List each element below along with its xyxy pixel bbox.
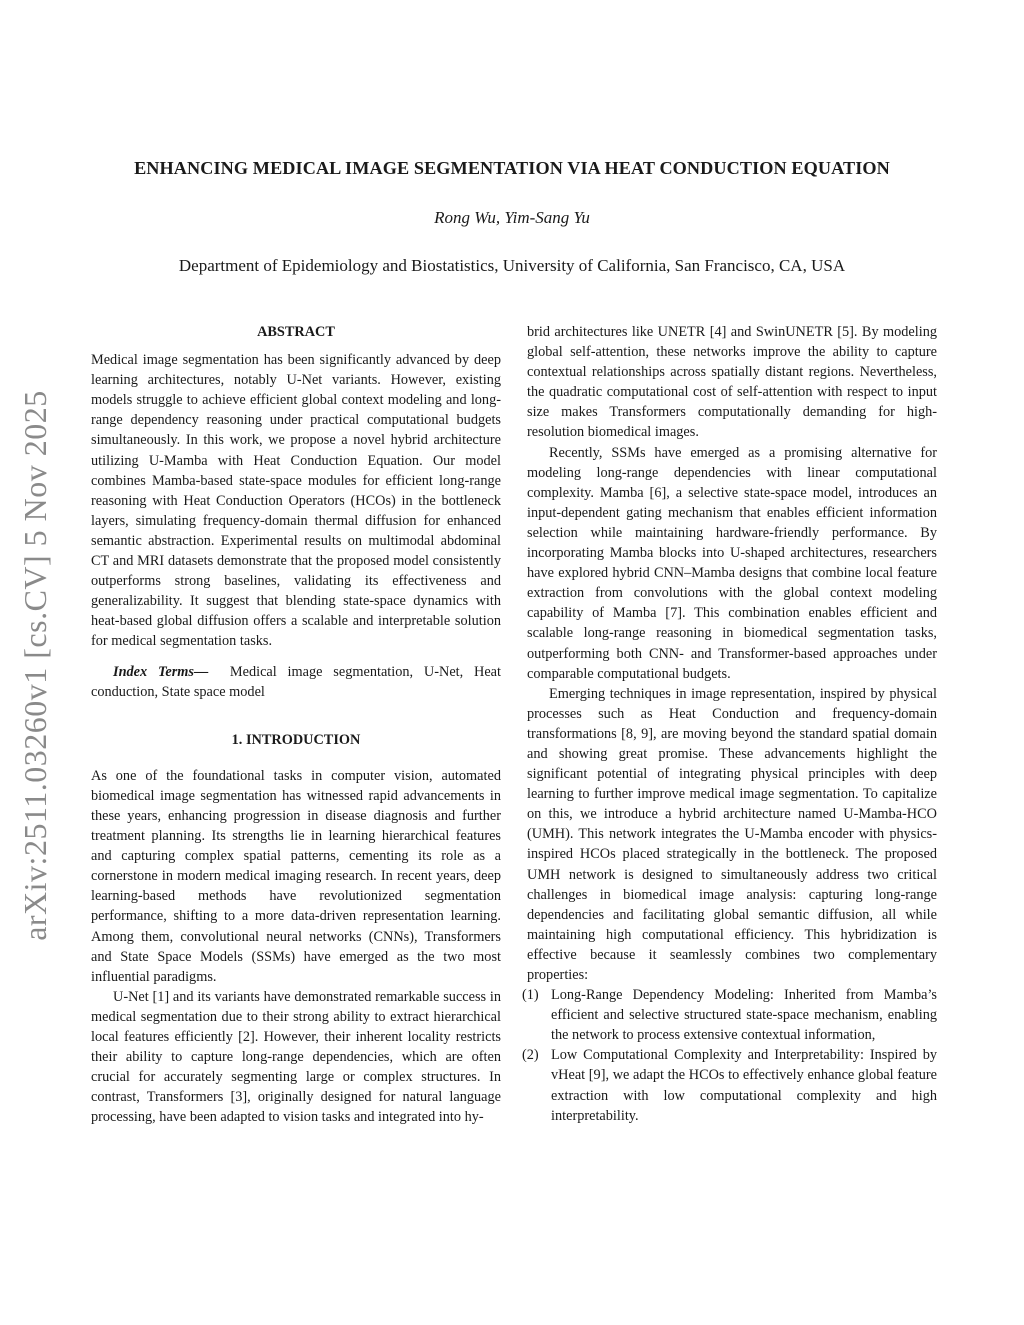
abstract-text: Medical image segmentation has been significantly advanced by deep learning architectures, notably U-Net variants. However, existing models struggle to achieve efficient global context modeling and long-range dependency reasoning under practical computational budgets simultaneously. In this work, we propose a novel hybrid architecture utilizing U-Mamba with Heat Conduction Equation. Our model combines Mamba-based state-space modules for efficient long-range reasoning with Heat Conduction Operators (HCOs) in the bottleneck layers, simulating frequency-domain thermal diffusion for enhanced semantic abstraction. Experimental results on multimodal abdominal CT and MRI datasets demonstrate that the proposed model consistently outperforms strong baselines, validating its effectiveness and generalizability. It suggest that blending state-space dynamics with heat-based global diffusion offers a scalable and interpretable solution for medical segmentation tasks. <box>91 352 501 650</box>
intro-paragraph-2-continued: brid architectures like UNETR [4] and SwinUNETR [5]. By modeling global self-attention, these networks improve the ability to capture contextual relationships across spatially distant regions. Nevertheless, the quadratic computational cost of self-attention with respect to input size makes Transformers computationally demanding for high-resolution biomedical images. <box>527 324 937 441</box>
list-item <box>522 1045 937 1125</box>
index-terms-label: Index Terms— <box>113 663 209 680</box>
list-item-text: Low Computational Complexity and Interpretability: Inspired by vHeat [9], we adapt the HCOs to effectively enhance global feature extraction with low computational complexity and high interpretability. <box>551 1047 937 1124</box>
paper-title: ENHANCING MEDICAL IMAGE SEGMENTATION VIA HEAT CONDUCTION EQUATION <box>134 158 890 178</box>
intro-paragraph-1: As one of the foundational tasks in computer vision, automated biomedical image segmentation has witnessed rapid advancements in these years, enhancing progression in disease diagnosis and further treatment planning. Its strengths lie in learning hierarchical features and capturing complex spatial patterns, cementing its role as a cornerstone in modern medical imaging research. In recent years, deep learning-based methods have revolutionized segmentation performance, shifting to a more data-driven representation learning. Among them, convolutional neural networks (CNNs), Transformers and State Space Models (SSMs) have emerged as the two most influential paradigms. <box>91 767 501 985</box>
index-terms-text: Medical image segmentation, U-Net, Heat conduction, State space model <box>91 663 502 700</box>
intro-paragraph-4: Emerging techniques in image representation, inspired by physical processes such as Heat Conduction and frequency-domain transformations [8, 9], are moving beyond the standard spatial domain and showing great promise. These advancements highlight the significant potential of integrating physical principles with deep learning to further improve medical image segmentation. To capitalize on this, we introduce a hybrid architecture named U-Mamba-HCO (UMH). This network integrates the U-Mamba encoder with physics-inspired HCOs placed strategically in the bottleneck. The proposed UMH network is designed to simultaneously address two critical challenges in biomedical image analysis: capturing long-range dependencies and facilitating global semantic diffusion, all while maintaining high computational efficiency. This hybridization is effective because it seamlessly combines two complementary properties: <box>527 685 937 983</box>
list-item-text: Long-Range Dependency Modeling: Inherited from Mamba’s efficient and selective structured state-space mechanism, enabling the network to process extensive contextual information, <box>551 987 937 1044</box>
right-column <box>522 322 937 1126</box>
intro-paragraph-2: U-Net [1] and its variants have demonstrated remarkable success in medical segmentation due to their strong ability to extract hierarchical local features efficiently [2]. However, their inherent locality restricts their ability to capture long-range dependencies, which are often crucial for accurately segmenting large or complex structures. In contrast, Transformers [3], originally designed for natural language processing, have been adapted to vision tasks and integrated into hy- <box>91 988 501 1126</box>
paper-authors: Rong Wu, Yim-Sang Yu <box>434 208 590 227</box>
paper-affiliation: Department of Epidemiology and Biostatistics, University of California, San Francisco, CA, USA <box>178 256 846 275</box>
arxiv-sidebar-stamp <box>5 360 65 970</box>
list-item-number: (2) <box>522 1047 539 1064</box>
left-column <box>91 322 501 1127</box>
contribution-list <box>522 985 937 1126</box>
intro-paragraph-3: Recently, SSMs have emerged as a promising alternative for modeling long-range dependencies with linear computational complexity. Mamba [6], a selective state-space model, introduces an input-dependent gating mechanism that enables efficient information selection while maintaining hardware-friendly performance. By incorporating Mamba blocks into U-shaped architectures, researchers have explored hybrid CNN–Mamba designs that combine local feature extraction from convolutions with the global context modeling capability of Mamba [7]. This combination enables efficient and scalable long-range reasoning in biomedical segmentation tasks, outperforming both CNN- and Transformer-based approaches under comparable computational budgets. <box>527 444 937 682</box>
arxiv-identifier: arXiv:2511.03260v1 [cs.CV] 5 Nov 2025 <box>16 389 53 941</box>
list-item <box>522 985 937 1045</box>
abstract-heading: ABSTRACT <box>257 324 335 340</box>
index-terms <box>91 662 501 702</box>
list-item-number: (1) <box>522 987 539 1004</box>
introduction-heading: 1. INTRODUCTION <box>231 731 361 748</box>
